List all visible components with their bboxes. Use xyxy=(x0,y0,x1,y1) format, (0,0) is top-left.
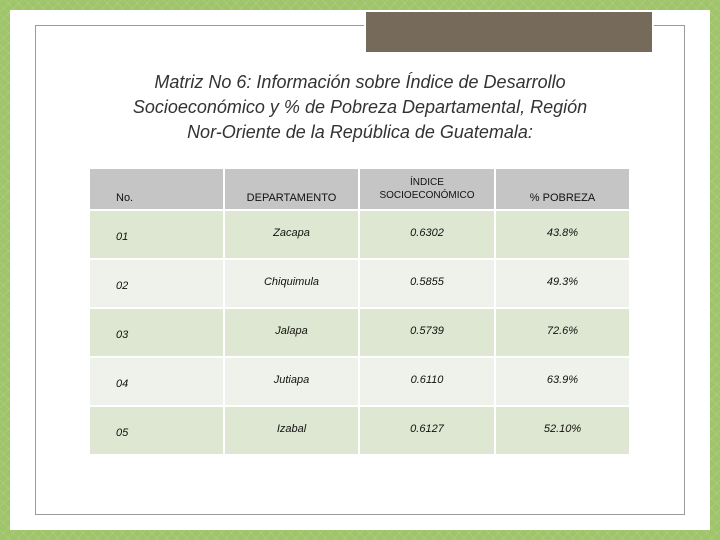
cell-departamento: Jalapa xyxy=(224,308,359,357)
header-no: No. xyxy=(89,168,224,210)
cell-departamento: Jutiapa xyxy=(224,357,359,406)
cell-indice: 0.6302 xyxy=(359,210,495,259)
poverty-index-table xyxy=(88,167,631,456)
cell-pobreza: 52.10% xyxy=(495,406,630,455)
cell-no: 05 xyxy=(89,406,224,455)
cell-no: 02 xyxy=(89,259,224,308)
cell-indice: 0.6110 xyxy=(359,357,495,406)
header-departamento: DEPARTAMENTO xyxy=(224,168,359,210)
cell-departamento: Zacapa xyxy=(224,210,359,259)
table-header-row xyxy=(89,168,630,210)
cell-indice: 0.5855 xyxy=(359,259,495,308)
slide xyxy=(10,10,710,530)
table-row xyxy=(89,308,630,357)
cell-no: 04 xyxy=(89,357,224,406)
cell-departamento: Chiquimula xyxy=(224,259,359,308)
table-row xyxy=(89,259,630,308)
cell-departamento: Izabal xyxy=(224,406,359,455)
header-indice-line-2: SOCIOECONÓMICO xyxy=(379,190,475,201)
header-pobreza: % POBREZA xyxy=(495,168,630,210)
title-line-1: Matriz No 6: Información sobre Índice de Desarrollo xyxy=(154,72,566,92)
cell-indice: 0.6127 xyxy=(359,406,495,455)
cell-pobreza: 63.9% xyxy=(495,357,630,406)
slide-title xyxy=(70,70,650,145)
header-indice xyxy=(359,168,495,210)
accent-block xyxy=(364,10,654,54)
table-row xyxy=(89,406,630,455)
cell-pobreza: 49.3% xyxy=(495,259,630,308)
header-indice-line-1: ÍNDICE xyxy=(410,177,444,188)
title-line-2: Socioeconómico y % de Pobreza Departamental, Región xyxy=(132,97,588,117)
cell-no: 01 xyxy=(89,210,224,259)
cell-no: 03 xyxy=(89,308,224,357)
title-line-3: Nor-Oriente de la República de Guatemala: xyxy=(187,122,533,142)
cell-pobreza: 72.6% xyxy=(495,308,630,357)
table-row xyxy=(89,357,630,406)
table-row xyxy=(89,210,630,259)
cell-pobreza: 43.8% xyxy=(495,210,630,259)
cell-indice: 0.5739 xyxy=(359,308,495,357)
